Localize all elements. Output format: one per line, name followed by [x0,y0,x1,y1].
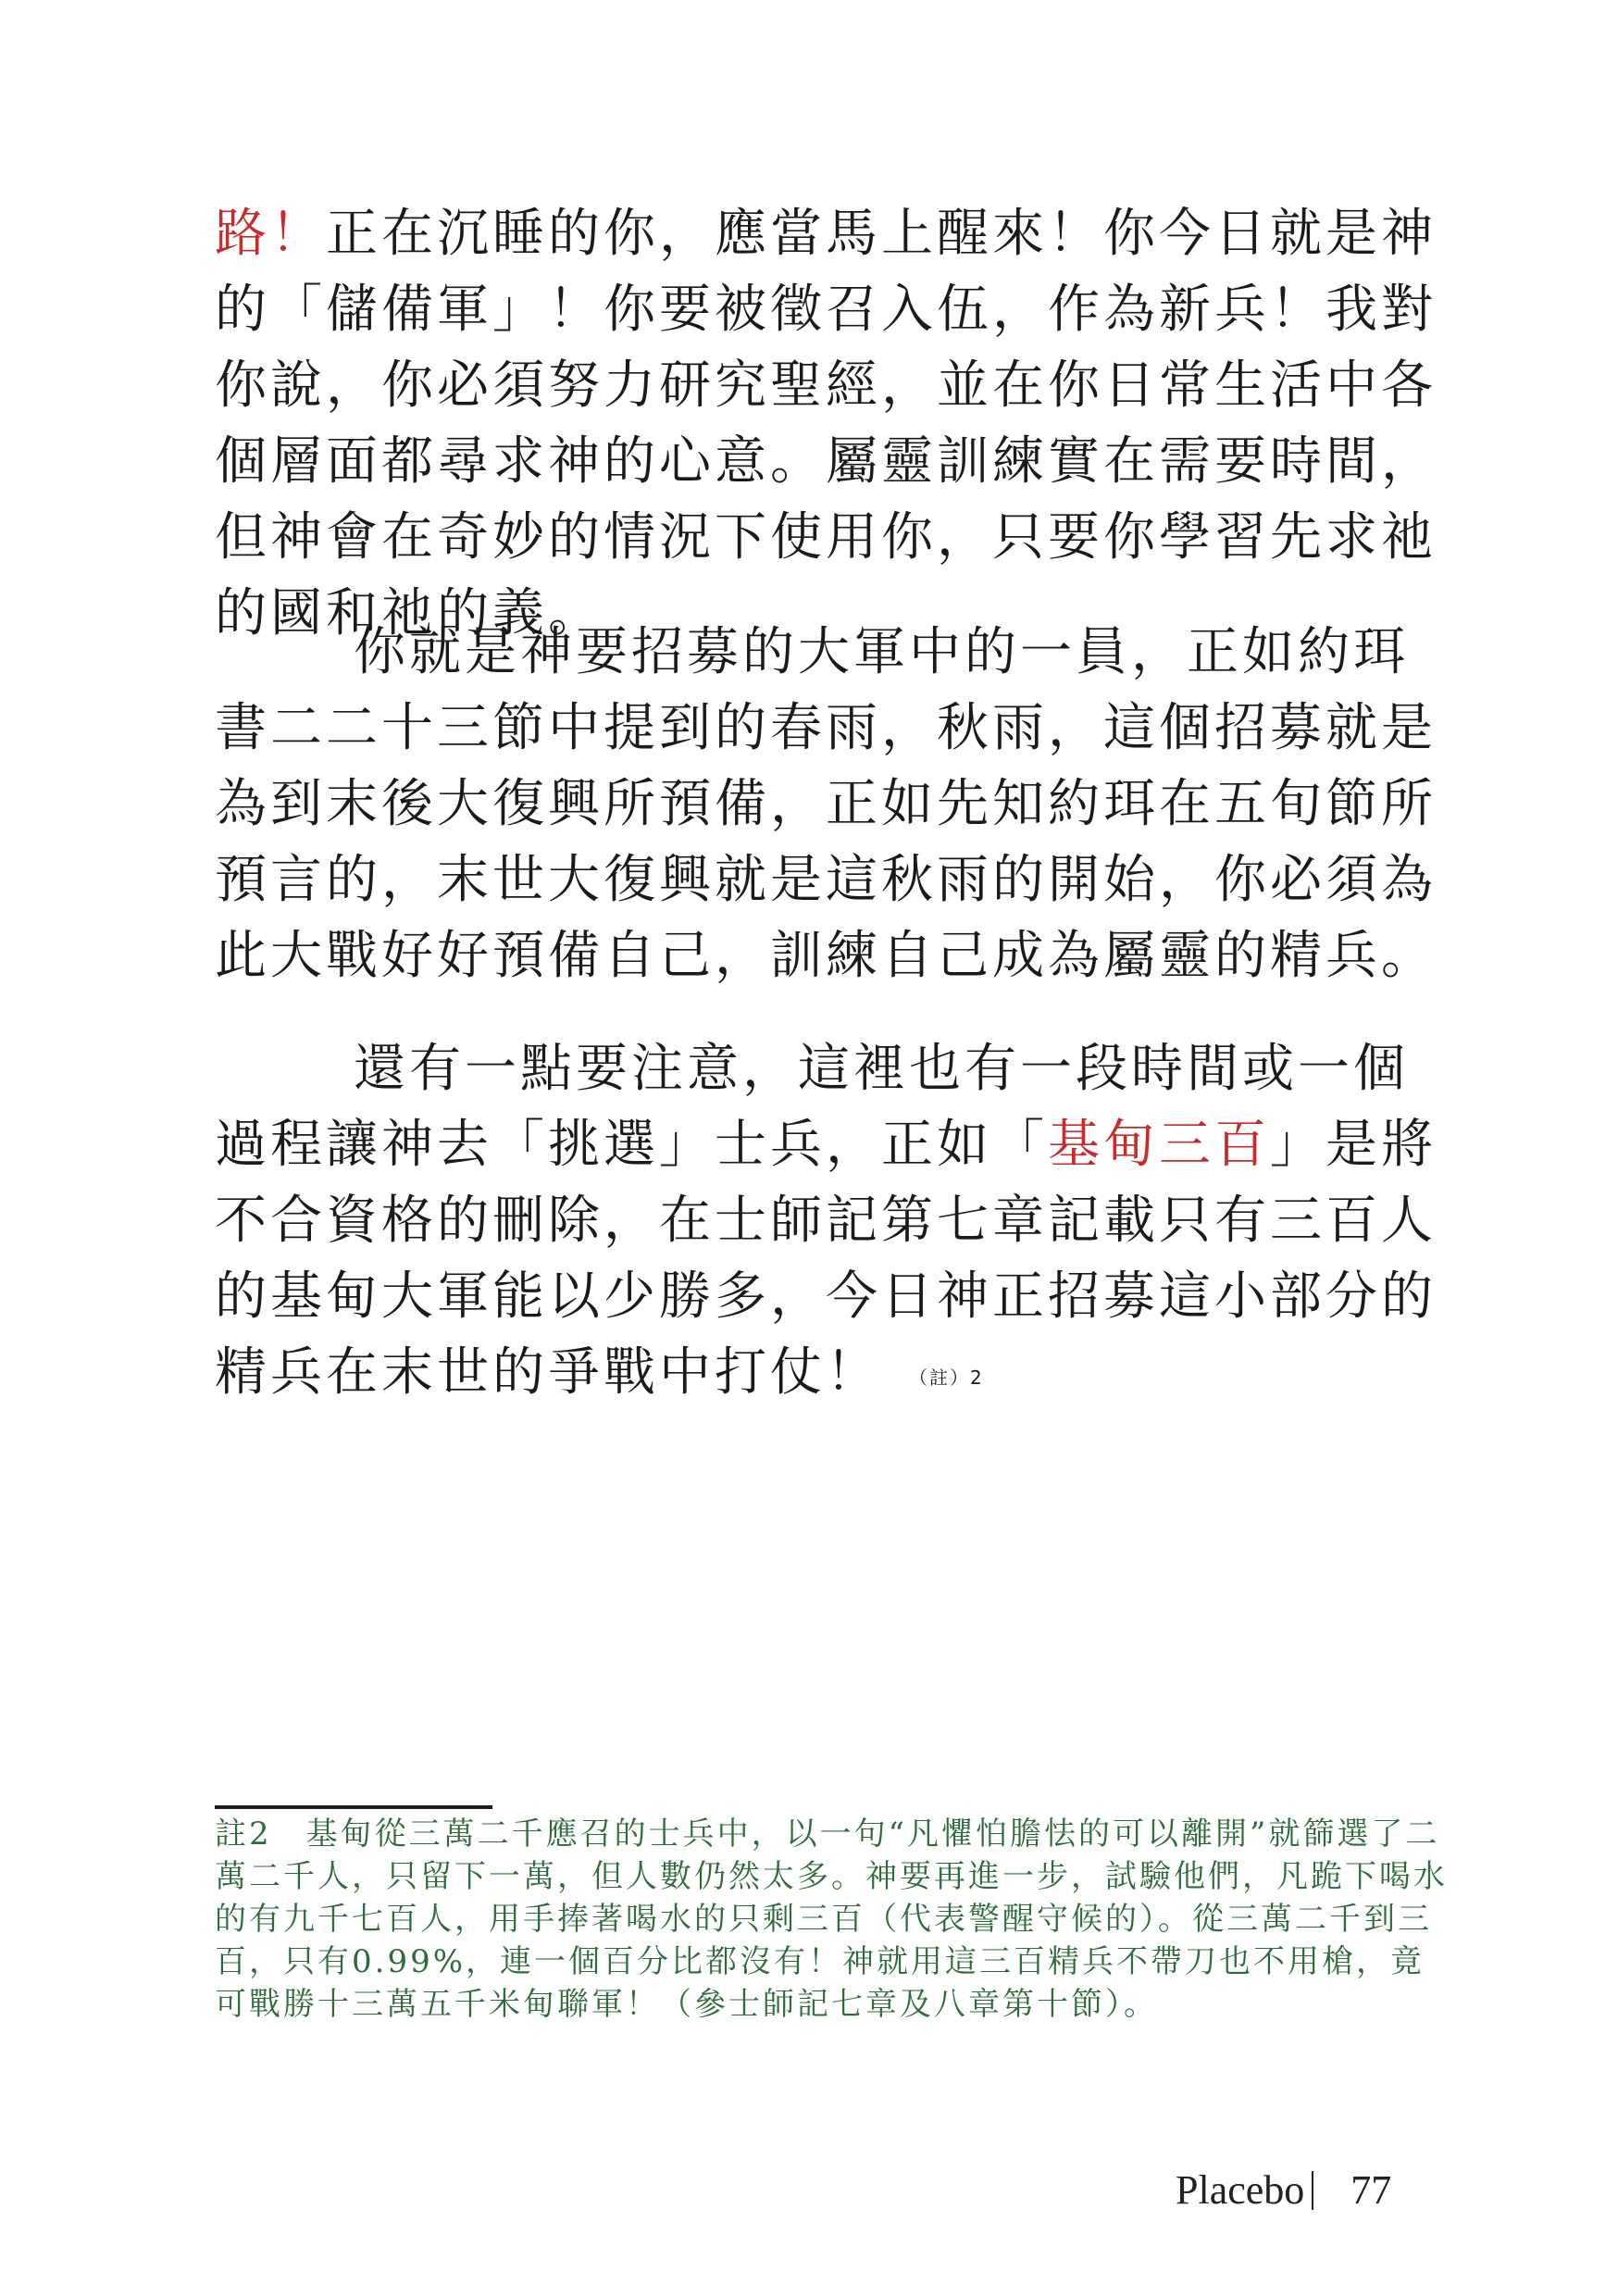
paragraph-text: 」是將不合資格的刪除，在士師記第七章記載只有三百人的基甸大軍能以少勝多，今日神正招募這小部分的精兵在末世的爭戰中打仗！ [215,1115,1437,1403]
footnote-divider [215,1805,492,1809]
page-number: 77 [1350,2167,1392,2213]
footnote: 註2 基甸從三萬二千應召的士兵中，以一句“凡懼怕膽怯的可以離開”就篩選了二萬二千人，只留下一萬，但人數仍然太多。神要再進一步，試驗他們，凡跪下喝水的有九千七百人，用手捧著喝水的只剩三百（代表警醒守候的）。從三萬二千到三百，只有0.99%，連一個百分比都沒有！神就用這三百精兵不帶刀也不用槍，竟可戰勝十三萬五千米甸聯軍！（參士師記七章及八章第十節）。 [215,1816,1448,2023]
footer-divider [1312,2171,1313,2210]
paragraph-2 [215,615,1446,994]
paragraph-text: 你就是神要招募的大軍中的一員，正如約珥書二二十三節中提到的春雨，秋雨，這個招募就是為到末後大復興所預備，正如先知約珥在五旬節所預言的，末世大復興就是這秋雨的開始，你必須為此大戰好好預備自己，訓練自己成為屬靈的精兵。 [215,622,1437,986]
footnote-reference[interactable]: （註）2 [909,1366,984,1389]
highlighted-text: 路！ [215,204,326,264]
paragraph-text: 還有一點要注意，這裡也有一段時間或一個過程讓神去「挑選」士兵，正如「 [215,1039,1409,1175]
book-title: Placebo [1176,2167,1305,2213]
highlighted-text: 基甸三百 [1048,1115,1270,1175]
paragraph-3 [215,1031,1446,1416]
page-footer [1176,2166,1453,2214]
paragraph-1 [215,196,1446,652]
paragraph-text: 正在沉睡的你，應當馬上醒來！你今日就是神的「儲備軍」！你要被徵召入伍，作為新兵！我對你說，你必須努力研究聖經，並在你日常生活中各個層面都尋求神的心意。屬靈訓練實在需要時間，但神會在奇妙的情況下使用你，只要你學習先求祂的國和祂的義。 [215,204,1437,643]
